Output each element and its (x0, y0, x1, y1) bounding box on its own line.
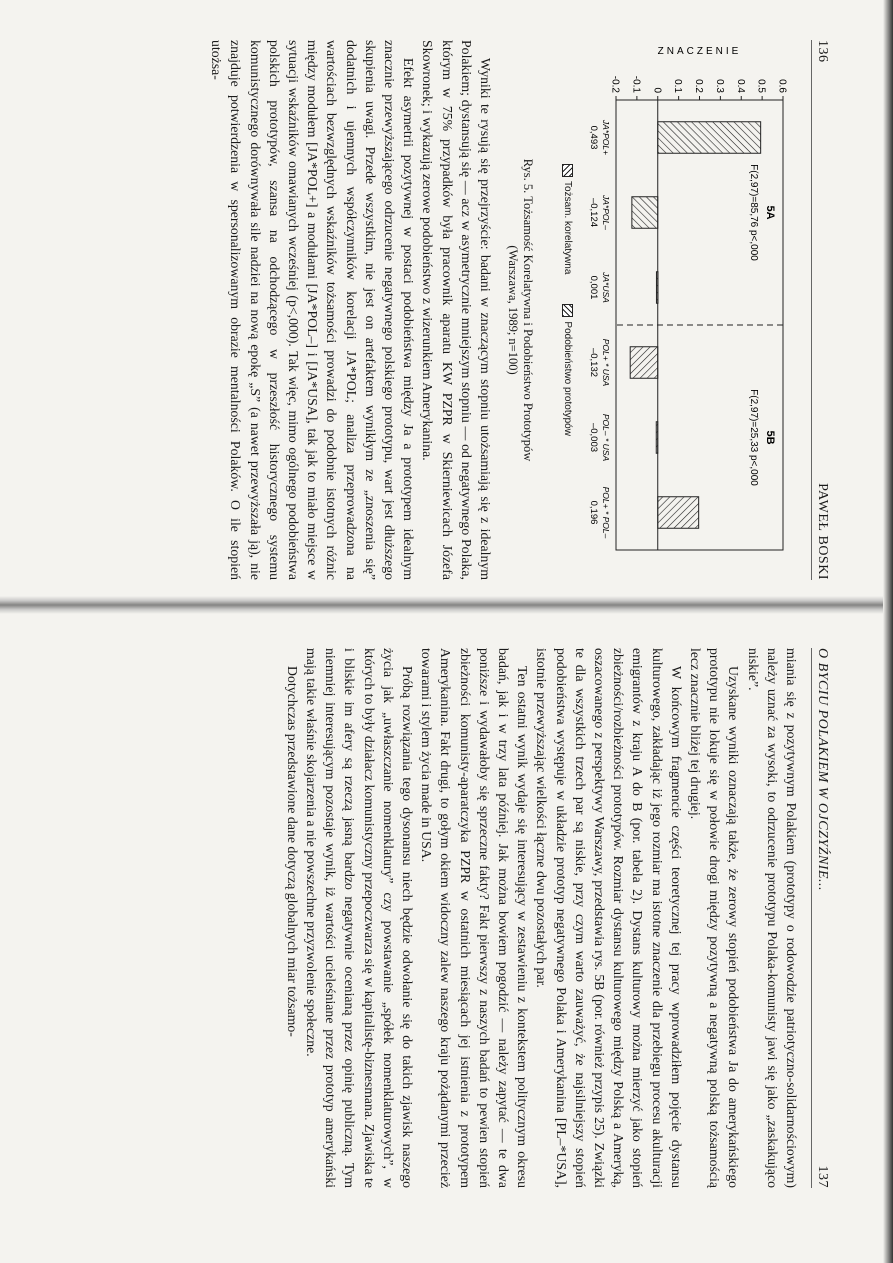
right-running-title: O BYCIU POLAKIEM W OJCZYŹNIE... (815, 648, 830, 892)
panel-stat: F(2,97)=25,33 p<,000 (748, 389, 759, 486)
right-paragraph-4: Ten ostatni wynik wydaje się interesujący w zestawieniu z kontekstem politycznym okresu badań, jak i w trzy lata później. Jak można bowiem pogodzić — należy zapytać — te dwa poniższe i wydawałoby się sprzeczne fakty? Fakt pierwszy z naszych badań to pewien stopień zbieżności komunisty-aparatczyka PZPR w ostatnich miesiącach jej istnienia z prototypem Amerykanina. Fakt drugi, to gołym okiem widoczny zalew naszego kraju pożądanymi przecież towarami i stylem życia made in USA. (419, 648, 531, 1188)
left-page-content (60, 40, 830, 580)
y-tick-label: 0 (651, 87, 663, 93)
right-running-head (811, 648, 830, 1188)
legend-item-prototype (562, 304, 573, 436)
category-label: POL+ * USA (601, 338, 611, 387)
caption-line-1: Rys. 5. Tożsamość Korelatywna i Podobieństwo Prototypów (521, 158, 535, 462)
value-label: –0,124 (588, 197, 599, 228)
category-label: JA*USA (601, 272, 611, 303)
bar (656, 422, 658, 454)
left-paragraph-2: Efekt asymetrii pozytywnej w postaci podobieństwa między Ja a prototypem idealnym znacznie przewyższającego odrzucenie negatywnego polskiego prototypu, wart jest dłuższego skupienia uwagi. Przede wszystkim, nie jest on artefaktem wynikłym ze „znoszenia się” dodatnich i ujemnych współczynników korelacji JA*POL; analiza przeprowadzona na wartościach bezwzględnych wskaźników tożsamości prowadzi do podobnie istotnych różnic między modułem [JA*POL+] a modułami [JA*POL–] i [JA*USA], tak jak to miało miejsce w sytuacji wskaźników omawianych wcześniej (p<,000). Tak więc, mimo ogólnego podobieństwa polskich prototypów, szansa na odchodzącego w przeszłość historycznego systemu komunistycznego dorównywała sile nadziei na nową epokę „S” (a nawet przewyższała ją), nie znajduje potwierdzenia w spersonalizowanym obrazie mentalności Polaków. O ile stopień utożsa- (209, 40, 417, 580)
y-tick-label: -0.1 (630, 75, 642, 93)
y-tick-label: -0.2 (609, 75, 621, 93)
legend-label-correlative: Tożsam. korelatywna (561, 181, 573, 275)
y-tick-label: 0.3 (713, 79, 725, 93)
left-running-head (811, 40, 830, 580)
right-paragraph-5: Próbą rozwiązania tego dysonansu niech będzie odwołanie się do takich zjawisk naszego życia jak „uwłaszczanie nomenklatury” czy powstawanie „spółek nomenklaturowych”, w których to były działacz komunistyczny przepoczwarza się w kapitalistę-biznesmana. Zjawiska te i bliskie im afery są rzeczą jasną bardzo negatywnie ocenianą przez opinię publiczną. Tym niemniej interesującym pozostaje wynik, iż wartości ucieleśniane przez prototyp amerykański mają takie właśnie skojarzenia a nie powszechne przyzwolenie społeczne. (303, 648, 415, 1188)
right-page-number: 137 (815, 1165, 830, 1188)
bar (656, 272, 658, 304)
value-label: 0,493 (588, 125, 599, 150)
category-label: JA*POL+ (601, 119, 611, 156)
value-label: 0,196 (588, 500, 599, 525)
chart-legend (562, 40, 573, 560)
category-label: JA*POL– (601, 195, 611, 230)
right-paragraph-3: W końcowym fragmencie części teoretycznej tej pracy wprowadziłem pojęcie dystansu kulturowego, zakładając iż jego rozmiar ma istotne znaczenie dla przebiegu procesu akulturacji emigrantów z kraju A do B (por. tabela 2). Dystans kulturowy można mierzyć jako stopień zbieżności/rozbieżności prototypów. Rozmiar dystansu kulturowego między Polską a Ameryką, oszacowanego z perspektywy Warszawy, przedstawia rys. 5B (por. również przypis 25). Związki te dla wszystkich trzech par są niskie, przy czym warto zauważyć, że najsilniejszy stopień podobieństwa występuje w układzie prototyp negatywnego Polaka i Amerykanina [PL–*USA], istotnie przewyższając wielkości łączne dwu pozostałych par. (534, 648, 684, 1188)
y-tick-label: 0.6 (776, 79, 788, 93)
y-tick-label: 0.1 (672, 79, 684, 93)
category-label: POL+ * POL– (601, 486, 611, 539)
bar (658, 497, 699, 529)
panel-stat: F(2,97)=85,76 p<,000 (748, 164, 759, 261)
bar (632, 197, 658, 229)
figure-caption (505, 40, 535, 580)
right-paragraph-6: Dotychczas przedstawione dane dotyczą globalnych miar tożsamo- (284, 666, 300, 1037)
y-tick-label: 0.4 (734, 79, 746, 93)
panel-label: 5B (764, 430, 776, 445)
chart-svg (571, 40, 801, 560)
value-label: 0,001 (588, 275, 599, 300)
y-tick-label: 0.2 (693, 79, 704, 93)
legend-item-correlative (562, 164, 573, 274)
category-label: POL– * USA (601, 413, 611, 462)
left-paragraph-1: Wyniki te rysują się przejrzyście: badani w znaczącym stopniu utożsamiają się z idealnym Polakiem; dystansują się — acz w asymetrycznie mniejszym stopniu — od negatywnego Polaka, którym w 75% przypadków była pracownik aparatu KW PZPR w Skierniewicach Józefa Skowronek; i wykazują zerowe podobieństwo z wizerunkiem Amerykanina. (420, 40, 493, 580)
right-paragraph-2: Uzyskane wyniki oznaczają także, że zerowy stopień podobieństwa Ja do amerykańskiego prototypu nie lokuje się w połowie drogi między pozytywną a negatywną polską tożsamością lecz znacznie bliżej tej drugiej. (687, 648, 742, 1188)
bar (658, 122, 761, 154)
legend-label-prototype: Podobieństwo prototypów (561, 321, 573, 436)
right-paragraph-1: miania się z pozytywnym Polakiem (prototypy o rodowodzie patriotyczno-solidarnościowym) należy uznać za wysoki, to odrzucenie prototypu Polaka-komunisty jawi się jako „zaskakująco niskie”. (745, 648, 799, 1188)
caption-line-2: (Warszawa, 1989; n=100) (506, 245, 520, 375)
left-page-number: 136 (815, 40, 830, 63)
y-axis-label: ZNACZENIE (657, 46, 742, 57)
book-spine (0, 596, 893, 614)
value-label: –0,003 (588, 422, 599, 453)
left-running-title: PAWEŁ BOSKI (815, 483, 830, 580)
y-tick-label: 0.5 (755, 79, 767, 93)
right-page-content (60, 648, 830, 1188)
legend-swatch-hatch2 (562, 304, 573, 317)
page-edge-shadow (883, 0, 893, 1263)
figure-5-chart (541, 40, 801, 560)
value-label: –0,132 (588, 347, 599, 378)
bar (630, 347, 658, 379)
panel-label: 5A (764, 205, 776, 220)
legend-swatch-hatch (562, 164, 573, 177)
